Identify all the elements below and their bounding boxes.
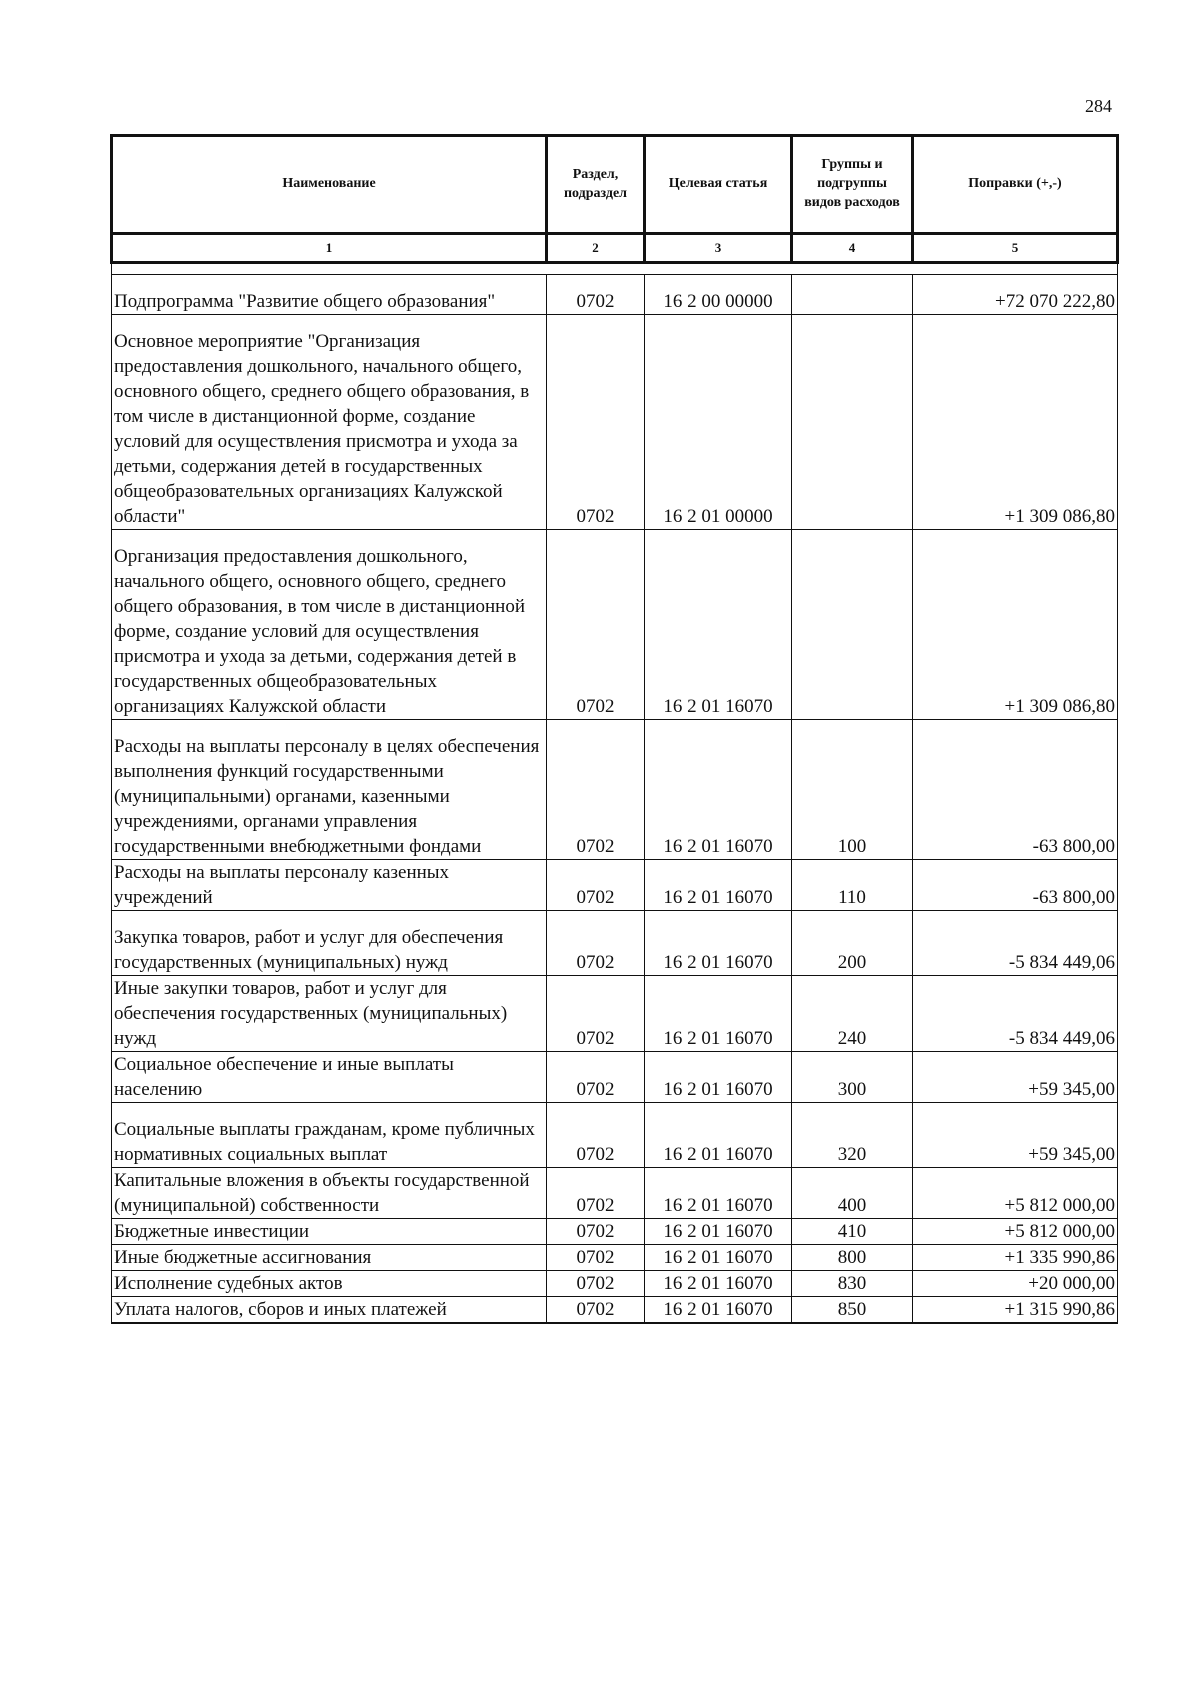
row-expense-group — [792, 275, 913, 315]
row-expense-group: 800 — [792, 1245, 913, 1271]
row-amendment: +5 812 000,00 — [913, 1219, 1118, 1245]
row-expense-group — [792, 315, 913, 530]
row-amendment: -63 800,00 — [913, 860, 1118, 911]
header-target-article: Целевая статья — [645, 136, 792, 234]
row-expense-group: 200 — [792, 911, 913, 976]
column-number: 3 — [645, 234, 792, 263]
row-amendment: +1 335 990,86 — [913, 1245, 1118, 1271]
row-target-article: 16 2 01 00000 — [645, 315, 792, 530]
row-name: Социальное обеспечение и иные выплаты населению — [112, 1052, 547, 1103]
column-number-row — [112, 234, 1118, 263]
row-expense-group: 100 — [792, 720, 913, 860]
row-amendment: -5 834 449,06 — [913, 911, 1118, 976]
row-name: Социальные выплаты гражданам, кроме публичных нормативных социальных выплат — [112, 1103, 547, 1168]
row-name: Бюджетные инвестиции — [112, 1219, 547, 1245]
row-target-article: 16 2 01 16070 — [645, 860, 792, 911]
table-row — [112, 315, 1118, 530]
row-target-article: 16 2 01 16070 — [645, 1271, 792, 1297]
row-expense-group: 110 — [792, 860, 913, 911]
row-expense-group: 410 — [792, 1219, 913, 1245]
row-section: 0702 — [547, 1245, 645, 1271]
table-row — [112, 860, 1118, 911]
budget-amendments-table — [110, 134, 1119, 1324]
table-row — [112, 1297, 1118, 1324]
row-target-article: 16 2 01 16070 — [645, 911, 792, 976]
header-name: Наименование — [112, 136, 547, 234]
row-expense-group: 830 — [792, 1271, 913, 1297]
row-name: Расходы на выплаты персоналу казенных учреждений — [112, 860, 547, 911]
table-row — [112, 911, 1118, 976]
row-amendment: +59 345,00 — [913, 1103, 1118, 1168]
row-target-article: 16 2 01 16070 — [645, 976, 792, 1052]
row-name: Организация предоставления дошкольного, начального общего, основного общего, среднего общего образования, в том числе в дистанционной форме, создание условий для осуществления присмотра и ухода за детьми, содержания детей в государственных общеобразовательных организациях Калужской области — [112, 530, 547, 720]
row-section: 0702 — [547, 1297, 645, 1324]
row-target-article: 16 2 01 16070 — [645, 530, 792, 720]
row-section: 0702 — [547, 1052, 645, 1103]
row-amendment: +1 315 990,86 — [913, 1297, 1118, 1324]
row-section: 0702 — [547, 976, 645, 1052]
row-target-article: 16 2 01 16070 — [645, 1052, 792, 1103]
header-spacer — [112, 263, 1118, 275]
table-row — [112, 1168, 1118, 1219]
table-row — [112, 275, 1118, 315]
row-name: Исполнение судебных актов — [112, 1271, 547, 1297]
row-section: 0702 — [547, 1271, 645, 1297]
row-section: 0702 — [547, 911, 645, 976]
table-row — [112, 976, 1118, 1052]
row-expense-group: 240 — [792, 976, 913, 1052]
row-amendment: +59 345,00 — [913, 1052, 1118, 1103]
row-target-article: 16 2 00 00000 — [645, 275, 792, 315]
row-section: 0702 — [547, 1168, 645, 1219]
row-name: Основное мероприятие "Организация предоставления дошкольного, начального общего, основного общего, среднего общего образования, в том числе в дистанционной форме, создание условий для осуществления присмотра и ухода за детьми, содержания детей в государственных общеобразовательных организациях Калужской области" — [112, 315, 547, 530]
row-amendment: -5 834 449,06 — [913, 976, 1118, 1052]
row-expense-group: 850 — [792, 1297, 913, 1324]
header-row — [112, 136, 1118, 234]
row-amendment: +1 309 086,80 — [913, 530, 1118, 720]
row-target-article: 16 2 01 16070 — [645, 1245, 792, 1271]
table-row — [112, 1052, 1118, 1103]
page-number: 284 — [1085, 96, 1112, 116]
table-row — [112, 1245, 1118, 1271]
column-number: 4 — [792, 234, 913, 263]
row-name: Расходы на выплаты персоналу в целях обеспечения выполнения функций государственными (муниципальными) органами, казенными учреждениями, органами управления государственными внебюджетными фондами — [112, 720, 547, 860]
table-row — [112, 720, 1118, 860]
table-row — [112, 1103, 1118, 1168]
row-amendment: -63 800,00 — [913, 720, 1118, 860]
row-target-article: 16 2 01 16070 — [645, 720, 792, 860]
row-amendment: +20 000,00 — [913, 1271, 1118, 1297]
row-amendment: +1 309 086,80 — [913, 315, 1118, 530]
row-amendment: +72 070 222,80 — [913, 275, 1118, 315]
row-name: Уплата налогов, сборов и иных платежей — [112, 1297, 547, 1324]
table-row — [112, 530, 1118, 720]
row-expense-group — [792, 530, 913, 720]
column-number: 2 — [547, 234, 645, 263]
row-section: 0702 — [547, 720, 645, 860]
row-section: 0702 — [547, 275, 645, 315]
row-section: 0702 — [547, 530, 645, 720]
row-target-article: 16 2 01 16070 — [645, 1297, 792, 1324]
row-section: 0702 — [547, 315, 645, 530]
row-name: Иные закупки товаров, работ и услуг для обеспечения государственных (муниципальных) нужд — [112, 976, 547, 1052]
row-expense-group: 320 — [792, 1103, 913, 1168]
row-name: Закупка товаров, работ и услуг для обеспечения государственных (муниципальных) нужд — [112, 911, 547, 976]
header-amendments: Поправки (+,-) — [913, 136, 1118, 234]
header-expense-group: Группы и подгруппы видов расходов — [792, 136, 913, 234]
table-row — [112, 1219, 1118, 1245]
row-expense-group: 300 — [792, 1052, 913, 1103]
row-name: Иные бюджетные ассигнования — [112, 1245, 547, 1271]
header-section: Раздел, подраздел — [547, 136, 645, 234]
row-section: 0702 — [547, 860, 645, 911]
row-expense-group: 400 — [792, 1168, 913, 1219]
row-name: Подпрограмма "Развитие общего образования" — [112, 275, 547, 315]
table-row — [112, 1271, 1118, 1297]
row-target-article: 16 2 01 16070 — [645, 1219, 792, 1245]
row-name: Капитальные вложения в объекты государственной (муниципальной) собственности — [112, 1168, 547, 1219]
column-number: 5 — [913, 234, 1118, 263]
row-section: 0702 — [547, 1219, 645, 1245]
row-section: 0702 — [547, 1103, 645, 1168]
row-target-article: 16 2 01 16070 — [645, 1168, 792, 1219]
column-number: 1 — [112, 234, 547, 263]
row-target-article: 16 2 01 16070 — [645, 1103, 792, 1168]
row-amendment: +5 812 000,00 — [913, 1168, 1118, 1219]
